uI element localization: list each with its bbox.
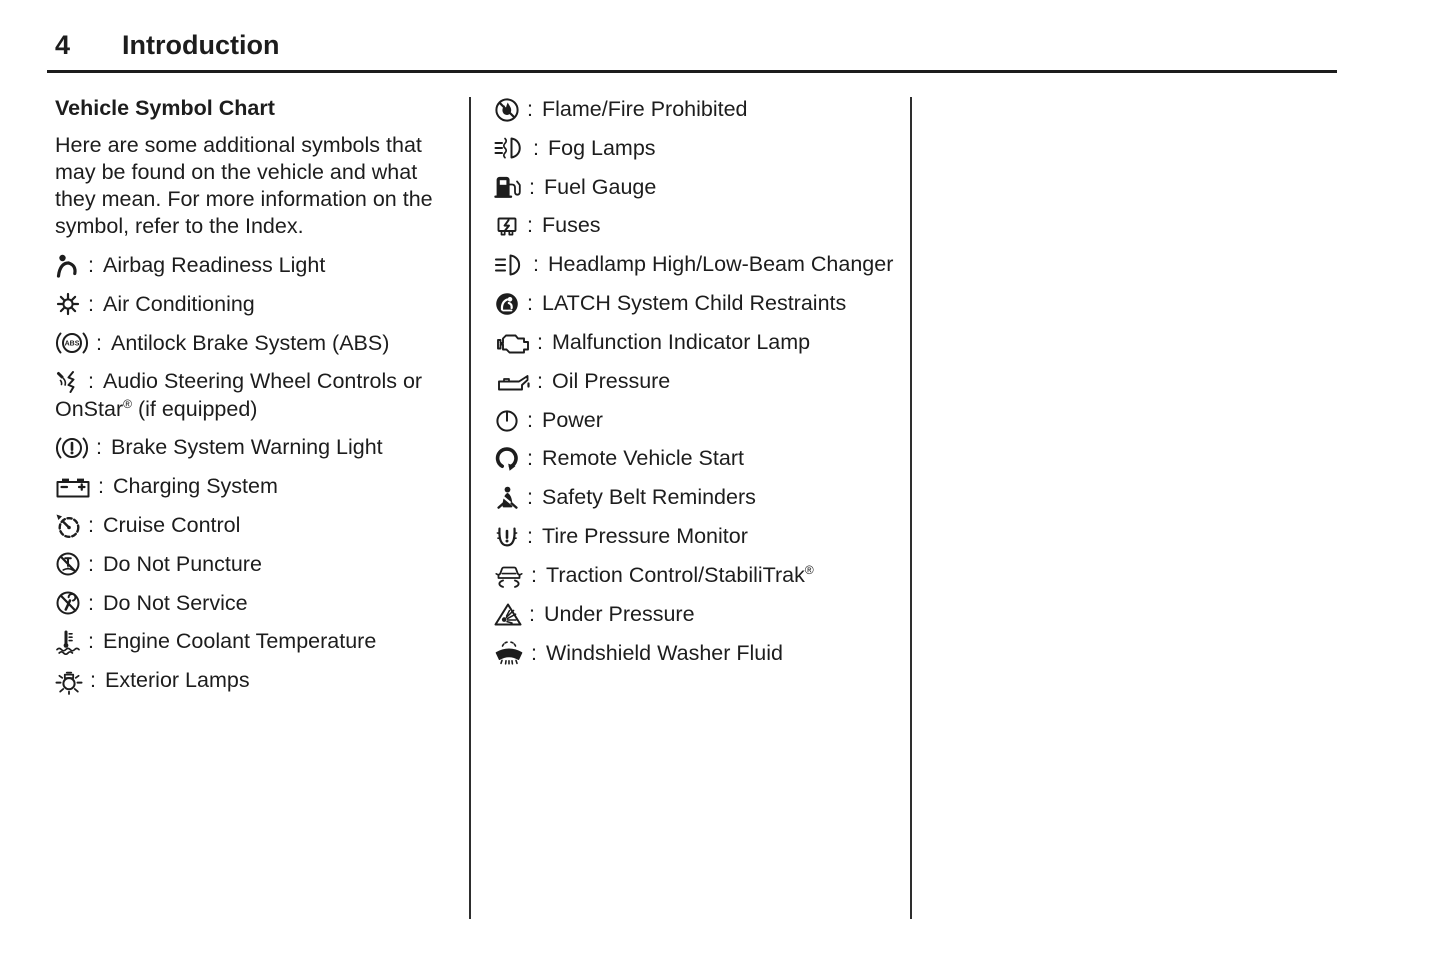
malfunction-indicator-lamp-icon (494, 330, 530, 357)
symbol-label: Fuel Gauge (543, 174, 657, 199)
audio-steering-wheel-icon (55, 369, 81, 396)
symbol-label: Antilock Brake System (ABS) (110, 330, 390, 355)
symbol-label: Brake System Warning Light (110, 435, 383, 460)
oil-pressure-icon (494, 369, 530, 396)
latch-child-restraints-icon (494, 291, 520, 318)
remote-vehicle-start-icon (494, 446, 520, 473)
symbol-item (55, 291, 440, 319)
symbol-item (494, 212, 894, 240)
colon-separator: : (527, 97, 533, 121)
colon-separator: : (88, 253, 94, 277)
charging-system-icon (55, 474, 91, 501)
colon-separator: : (529, 174, 535, 199)
symbol-label: Malfunction Indicator Lamp (551, 329, 811, 354)
colon-separator: : (96, 435, 102, 460)
symbol-item (494, 407, 894, 435)
power-icon (494, 407, 520, 434)
symbol-item (494, 135, 894, 163)
symbol-label: Oil Pressure (551, 368, 671, 393)
symbol-label: Traction Control/StabiliTrak® (545, 562, 814, 587)
symbol-label: Tire Pressure Monitor (541, 524, 748, 549)
page-number: 4 (55, 30, 71, 60)
colon-separator: : (531, 562, 537, 587)
column-divider-right (910, 97, 912, 919)
symbol-item (494, 329, 894, 357)
colon-separator: : (98, 474, 104, 499)
left-column (55, 96, 440, 706)
symbol-item (55, 590, 440, 618)
colon-separator: : (88, 369, 94, 394)
do-not-service-icon (55, 590, 81, 617)
registered-trademark: ® (123, 397, 132, 412)
colon-separator: : (96, 330, 102, 355)
symbol-label: Airbag Readiness Light (102, 253, 326, 277)
section-heading: Vehicle Symbol Chart (55, 96, 275, 120)
flame-fire-prohibited-icon (494, 97, 520, 124)
colon-separator: : (527, 291, 533, 316)
headlamp-beam-changer-icon (494, 252, 526, 279)
colon-separator: : (527, 485, 533, 510)
under-pressure-icon (494, 602, 522, 629)
registered-trademark: ® (804, 562, 814, 577)
symbol-item (494, 174, 894, 202)
abs-icon (55, 330, 89, 357)
symbol-item (55, 667, 440, 695)
symbol-item (55, 512, 440, 540)
colon-separator: : (88, 551, 94, 576)
symbol-item (494, 484, 894, 512)
symbol-label: Air Conditioning (102, 291, 255, 316)
svg-text:ABS: ABS (64, 340, 80, 348)
colon-separator: : (527, 213, 533, 238)
colon-separator: : (537, 329, 543, 354)
colon-separator: : (533, 135, 539, 160)
colon-separator: : (531, 640, 537, 665)
windshield-washer-fluid-icon (494, 640, 524, 667)
symbol-label: Charging System (112, 474, 278, 499)
tire-pressure-monitor-icon (494, 524, 520, 551)
symbol-item (55, 628, 440, 656)
symbol-list-middle (494, 96, 894, 667)
symbol-item (494, 445, 894, 473)
symbol-item (494, 96, 894, 124)
colon-separator: : (537, 368, 543, 393)
symbol-item (55, 368, 440, 423)
symbol-item (55, 434, 440, 462)
page-header (55, 30, 280, 61)
symbol-label: Windshield Washer Fluid (545, 640, 783, 665)
symbol-label: Engine Coolant Temperature (102, 629, 377, 654)
symbol-list-left (55, 252, 440, 695)
column-divider-left (469, 97, 471, 919)
symbol-label: Under Pressure (543, 601, 695, 626)
symbol-item (55, 551, 440, 579)
colon-separator: : (527, 446, 533, 471)
symbol-item (494, 368, 894, 396)
colon-separator: : (88, 512, 94, 537)
colon-separator: : (527, 524, 533, 549)
symbol-label: Power (541, 407, 603, 432)
symbol-label: Headlamp High/Low-Beam Changer (547, 252, 894, 277)
traction-control-icon (494, 563, 524, 590)
do-not-puncture-icon (55, 552, 81, 579)
colon-separator: : (527, 407, 533, 432)
colon-separator: : (88, 629, 94, 654)
intro-paragraph: Here are some additional symbols that may be found on the vehicle and what they mean. For more information on the symbol, refer to the Index. (55, 133, 433, 238)
symbol-label: Cruise Control (102, 512, 241, 537)
symbol-item (494, 640, 894, 668)
air-conditioning-icon (55, 292, 81, 319)
symbol-label: Safety Belt Reminders (541, 485, 756, 510)
exterior-lamps-icon (55, 668, 83, 695)
symbol-label: Fog Lamps (547, 135, 656, 160)
symbol-label: Audio Steering Wheel Controls or OnStar® (if equipped) (55, 369, 423, 422)
symbol-item (55, 473, 440, 501)
airbag-readiness-icon (55, 253, 81, 280)
middle-column (494, 96, 894, 678)
symbol-item (55, 252, 440, 280)
symbol-label: Do Not Service (102, 590, 248, 615)
symbol-item (494, 523, 894, 551)
header-rule (47, 70, 1337, 73)
symbol-label: Remote Vehicle Start (541, 446, 744, 471)
symbol-label: LATCH System Child Restraints (541, 291, 847, 316)
fuel-gauge-icon (494, 174, 522, 201)
symbol-item (494, 601, 894, 629)
symbol-item (494, 562, 894, 590)
engine-coolant-temperature-icon (55, 629, 81, 656)
symbol-item (494, 290, 894, 318)
colon-separator: : (529, 601, 535, 626)
chapter-title: Introduction (122, 30, 280, 60)
symbol-label: Do Not Puncture (102, 551, 262, 576)
symbol-item (494, 251, 894, 279)
colon-separator: : (88, 590, 94, 615)
symbol-label: Fuses (541, 213, 601, 238)
safety-belt-reminders-icon (494, 485, 520, 512)
symbol-label: Flame/Fire Prohibited (541, 97, 748, 121)
brake-warning-icon (55, 435, 89, 462)
colon-separator: : (533, 252, 539, 277)
colon-separator: : (90, 668, 96, 693)
symbol-item (55, 330, 440, 358)
symbol-label: Exterior Lamps (104, 668, 250, 693)
colon-separator: : (88, 291, 94, 316)
fuses-icon (494, 213, 520, 240)
fog-lamps-icon (494, 136, 526, 163)
cruise-control-icon (55, 513, 81, 540)
